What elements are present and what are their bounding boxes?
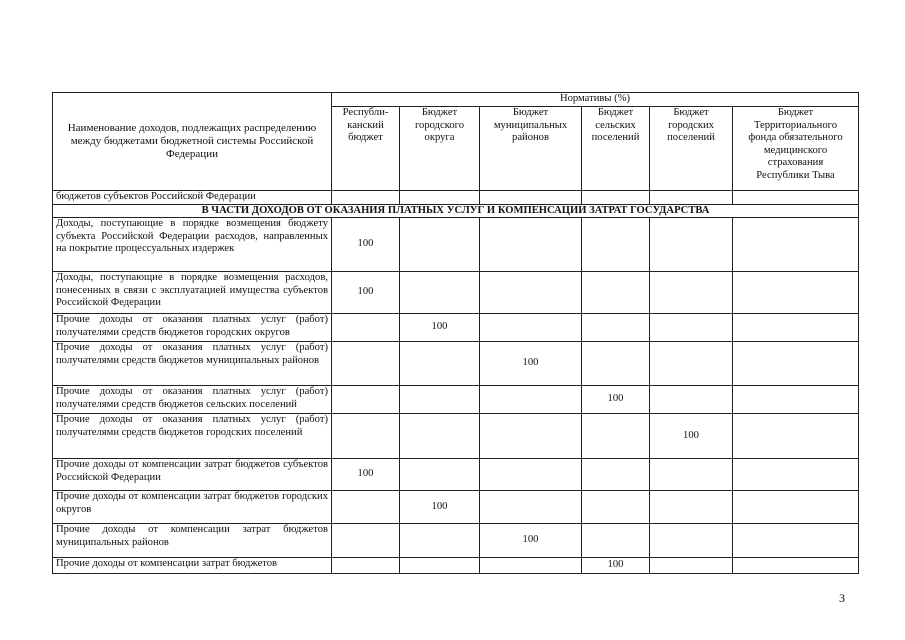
row-value — [733, 314, 859, 342]
row-value — [582, 491, 650, 524]
row-name: Прочие доходы от оказания платных услуг (работ) получателями средств бюджетов городских поселений — [53, 414, 332, 459]
row-name: Прочие доходы от оказания платных услуг (работ) получателями средств бюджетов сельских поселений — [53, 386, 332, 414]
row-value — [582, 272, 650, 314]
row-value — [733, 558, 859, 574]
row-name: Прочие доходы от оказания платных услуг (работ) получателями средств бюджетов городских округов — [53, 314, 332, 342]
section-title: В ЧАСТИ ДОХОДОВ ОТ ОКАЗАНИЯ ПЛАТНЫХ УСЛУГ И КОМПЕНСАЦИИ ЗАТРАТ ГОСУДАРСТВА — [53, 204, 859, 218]
row-value — [332, 414, 400, 459]
row-value — [400, 414, 480, 459]
row-name: Прочие доходы от компенсации затрат бюджетов городских округов — [53, 491, 332, 524]
row-value — [400, 558, 480, 574]
row-value — [582, 218, 650, 272]
table-row — [53, 558, 859, 574]
row-value — [733, 218, 859, 272]
table-row — [53, 459, 859, 491]
row-value — [480, 314, 582, 342]
header-row-group — [53, 93, 859, 107]
row-value: 100 — [400, 491, 480, 524]
row-value — [650, 342, 733, 386]
row-value — [582, 524, 650, 558]
table-row — [53, 414, 859, 459]
row-value — [480, 272, 582, 314]
header-col-municipal: Бюджет муниципальных районов — [480, 107, 582, 191]
table-row — [53, 491, 859, 524]
row-value — [582, 342, 650, 386]
table-row — [53, 272, 859, 314]
row-value — [650, 272, 733, 314]
row-value — [650, 491, 733, 524]
row-value: 100 — [332, 272, 400, 314]
table-row — [53, 342, 859, 386]
row-value — [400, 386, 480, 414]
header-col-rural: Бюджет сельских поселений — [582, 107, 650, 191]
row-value — [480, 491, 582, 524]
row-value — [332, 314, 400, 342]
row-value — [332, 342, 400, 386]
row-value — [400, 524, 480, 558]
row-value — [400, 459, 480, 491]
row-value — [733, 272, 859, 314]
row-value — [332, 524, 400, 558]
row-value: 100 — [332, 459, 400, 491]
row-value — [650, 218, 733, 272]
row-value — [733, 459, 859, 491]
row-value: 100 — [480, 524, 582, 558]
row-value — [733, 386, 859, 414]
row-name: Прочие доходы от компенсации затрат бюджетов — [53, 558, 332, 574]
row-value — [400, 218, 480, 272]
row-name: Доходы, поступающие в порядке возмещения расходов, понесенных в связи с эксплуатацией имущества субъектов Российской Федерации — [53, 272, 332, 314]
row-value — [582, 459, 650, 491]
row-value: 100 — [400, 314, 480, 342]
row-value — [332, 386, 400, 414]
header-col-urban: Бюджет городских поселений — [650, 107, 733, 191]
row-name: Доходы, поступающие в порядке возмещения бюджету субъекта Российской Федерации расходов, направленных на покрытие процессуальных издержек — [53, 218, 332, 272]
row-value: 100 — [480, 342, 582, 386]
table-row — [53, 524, 859, 558]
continuation-row — [53, 191, 859, 205]
row-value — [650, 459, 733, 491]
row-name: Прочие доходы от компенсации затрат бюджетов муниципальных районов — [53, 524, 332, 558]
row-value — [582, 314, 650, 342]
table-row — [53, 314, 859, 342]
row-value — [332, 491, 400, 524]
row-name: Прочие доходы от компенсации затрат бюджетов субъектов Российской Федерации — [53, 459, 332, 491]
header-col-republic: Республи- канский бюджет — [332, 107, 400, 191]
row-value — [733, 342, 859, 386]
row-value — [650, 558, 733, 574]
row-value — [480, 414, 582, 459]
row-name: Прочие доходы от оказания платных услуг (работ) получателями средств бюджетов муниципальных районов — [53, 342, 332, 386]
row-value — [332, 558, 400, 574]
row-value: 100 — [332, 218, 400, 272]
row-value: 100 — [582, 558, 650, 574]
row-value — [480, 459, 582, 491]
header-name-column: Наименование доходов, подлежащих распределению между бюджетами бюджетной системы Российской Федерации — [53, 93, 332, 191]
table-row — [53, 218, 859, 272]
row-value: 100 — [582, 386, 650, 414]
header-col-med-fund: Бюджет Территориального фонда обязательного медицинского страхования Республики Тыва — [733, 107, 859, 191]
row-value — [733, 414, 859, 459]
row-value — [480, 558, 582, 574]
row-value — [480, 218, 582, 272]
continuation-text: бюджетов субъектов Российской Федерации — [53, 191, 332, 205]
row-value — [733, 491, 859, 524]
row-value — [733, 524, 859, 558]
row-value: 100 — [650, 414, 733, 459]
row-value — [480, 386, 582, 414]
norms-table — [52, 92, 859, 574]
row-value — [650, 314, 733, 342]
page-number: 3 — [839, 591, 845, 605]
table-row — [53, 386, 859, 414]
row-value — [400, 342, 480, 386]
row-value — [650, 386, 733, 414]
header-col-city-district: Бюджет городского округа — [400, 107, 480, 191]
header-norms-group: Нормативы (%) — [332, 93, 859, 107]
row-value — [400, 272, 480, 314]
row-value — [582, 414, 650, 459]
section-row — [53, 204, 859, 218]
row-value — [650, 524, 733, 558]
